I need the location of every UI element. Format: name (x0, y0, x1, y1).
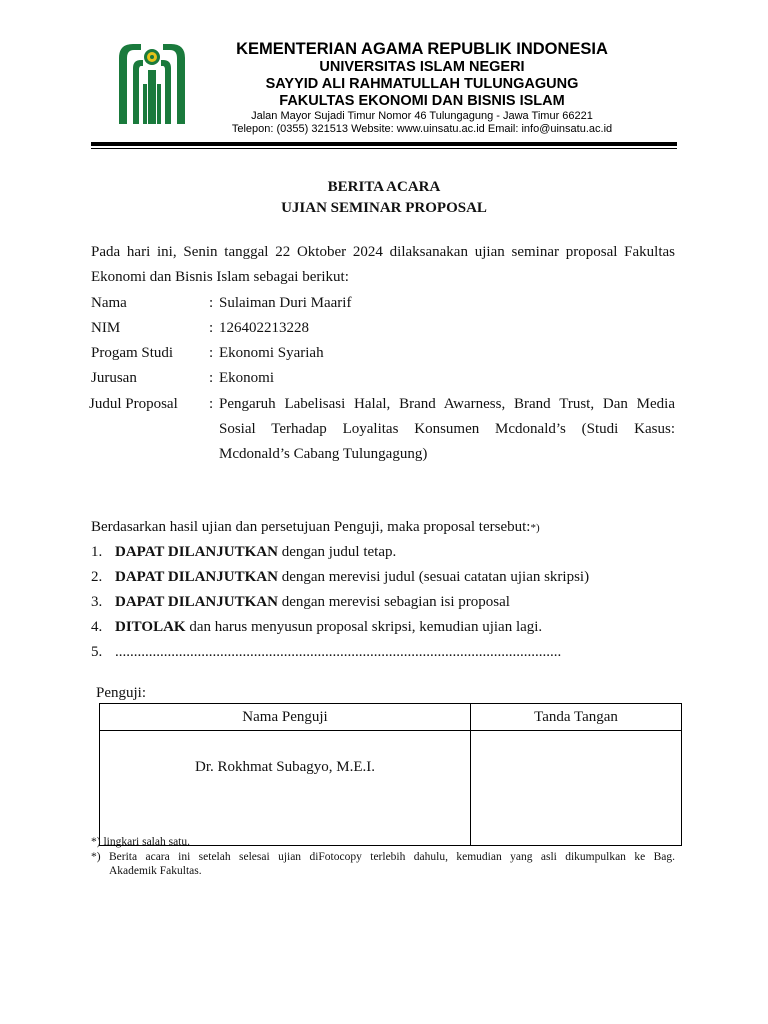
field-colon: : (209, 345, 214, 361)
letterhead-divider-thick (91, 142, 677, 146)
address-line: Jalan Mayor Sujadi Timur Nomor 46 Tulungagung - Jawa Timur 66221 (251, 110, 593, 122)
option-text: dengan judul tetap. (277, 544, 397, 560)
examiner-name: Dr. Rokhmat Subagyo, M.E.I. (100, 731, 471, 846)
decision-intro-text: Berdasarkan hasil ujian dan persetujuan Penguji, maka proposal tersebut: (91, 519, 531, 535)
field-value-line2: Sosial Terhadap Loyalitas Konsumen Mcdonald’s (Studi Kasus: (219, 421, 675, 437)
table-header-row (100, 704, 682, 731)
faculty-name: FAKULTAS EKONOMI DAN BISNIS ISLAM (279, 93, 565, 109)
option-text: dengan merevisi sebagian isi proposal (277, 594, 510, 610)
field-value: Ekonomi (219, 370, 274, 386)
ministry-name: KEMENTERIAN AGAMA REPUBLIK INDONESIA (236, 40, 608, 58)
uin-logo-icon (115, 40, 189, 124)
field-colon: : (209, 320, 214, 336)
field-judul (91, 392, 681, 468)
field-colon: : (209, 370, 214, 386)
option-number: 5. (91, 644, 103, 660)
signature-cell (471, 731, 682, 846)
option-bold: DITOLAK (115, 619, 186, 635)
field-label: Progam Studi (91, 345, 174, 361)
option-number: 2. (91, 569, 103, 585)
document-title: BERITA ACARA (327, 179, 441, 195)
option-text: dengan merevisi judul (sesuai catatan ujian skripsi) (277, 569, 590, 585)
field-value-line3: Mcdonald’s Cabang Tulungagung) (219, 446, 428, 462)
option-bold: DAPAT DILANJUTKAN (115, 544, 278, 560)
footnote-2-line1: *) Berita acara ini setelah selesai ujian diFotocopy terlebih dahulu, kemudian yang asli dikumpulkan ke Bag. (91, 851, 675, 863)
letterhead-divider-thin (91, 148, 677, 149)
footnote-1: *) lingkari salah satu. (91, 836, 191, 848)
option-number: 1. (91, 544, 103, 560)
option-number: 3. (91, 594, 103, 610)
option-text: dan harus menyusun proposal skripsi, kemudian ujian lagi. (185, 619, 543, 635)
field-value: Ekonomi Syariah (219, 345, 324, 361)
field-value-line1: Pengaruh Labelisasi Halal, Brand Awarness, Brand Trust, Dan Media (219, 396, 675, 412)
field-label: Nama (91, 295, 127, 311)
field-value: Sulaiman Duri Maarif (219, 295, 352, 311)
examiner-table (99, 703, 682, 846)
university-type: UNIVERSITAS ISLAM NEGERI (319, 59, 525, 75)
examiner-label: Penguji: (96, 685, 147, 701)
university-name: SAYYID ALI RAHMATULLAH TULUNGAGUNG (265, 76, 579, 92)
field-value: 126402213228 (219, 320, 309, 336)
contact-line: Telepon: (0355) 321513 Website: www.uinsatu.ac.id Email: info@uinsatu.ac.id (231, 123, 613, 135)
intro-paragraph: Pada hari ini, Senin tanggal 22 Oktober 2024 dilaksanakan ujian seminar proposal Fakultas Ekonomi dan Bisnis Islam sebagai berikut: (91, 244, 675, 285)
field-colon: : (209, 295, 214, 311)
document-subtitle: UJIAN SEMINAR PROPOSAL (281, 200, 487, 216)
field-label: NIM (91, 320, 121, 336)
field-label: Judul Proposal (89, 396, 178, 412)
field-label: Jurusan (91, 370, 137, 386)
option-bold: DAPAT DILANJUTKAN (115, 594, 278, 610)
letterhead (200, 40, 644, 136)
decision-intro (91, 515, 540, 541)
header-examiner-name: Nama Penguji (100, 704, 471, 731)
option-number: 4. (91, 619, 103, 635)
footnote-2 (91, 850, 675, 878)
table-row (100, 731, 682, 846)
option-dotted-line: ....................................................................................................................... (115, 644, 562, 660)
footnote-2-line2: Akademik Fakultas. (109, 865, 202, 877)
option-bold: DAPAT DILANJUTKAN (115, 569, 278, 585)
decision-intro-note: *) (530, 522, 540, 534)
field-colon: : (209, 396, 214, 412)
header-signature: Tanda Tangan (471, 704, 682, 731)
university-logo (115, 40, 189, 124)
